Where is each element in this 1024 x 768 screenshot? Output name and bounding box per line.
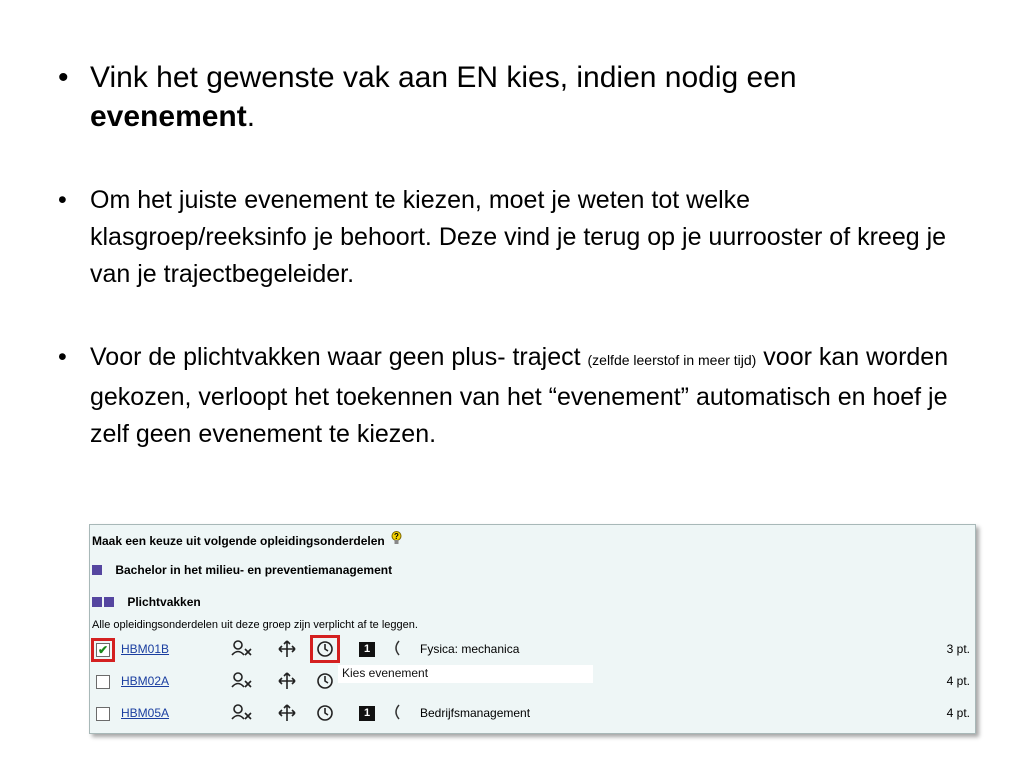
group-note: Alle opleidingsonderdelen uit deze groep zijn verplicht af te leggen. <box>92 619 418 631</box>
bullet-square-icon <box>92 565 102 575</box>
clock-icon[interactable] <box>316 704 334 727</box>
small-note: (zelfde leerstof in meer tijd) <box>587 352 757 368</box>
course-points: 3 pt. <box>946 642 970 656</box>
course-points: 4 pt. <box>946 674 970 688</box>
course-row <box>90 703 975 725</box>
course-row <box>90 666 975 693</box>
svg-text:?: ? <box>393 532 399 541</box>
bullet-1: • Vink het gewenste vak aan EN kies, indien nodig een evenement. <box>58 58 958 136</box>
course-code-link[interactable]: HBM01B <box>121 642 170 656</box>
course-code-link[interactable]: HBM02A <box>121 674 170 688</box>
clock-icon[interactable] <box>316 672 334 695</box>
move-arrows-icon[interactable] <box>277 640 297 663</box>
course-row <box>90 639 975 661</box>
section-plichtvakken: Plichtvakken <box>92 595 201 609</box>
move-arrows-icon[interactable] <box>277 704 297 727</box>
course-points: 4 pt. <box>946 706 970 720</box>
course-checkbox[interactable] <box>96 675 110 689</box>
person-icon[interactable] <box>231 640 253 661</box>
course-code-link[interactable]: HBM05A <box>121 706 170 720</box>
bold-evenement: evenement <box>90 100 247 133</box>
bullet-square-icon <box>104 597 114 607</box>
panel-title: Maak een keuze uit volgende opleidingsonderdelen ? <box>92 531 402 548</box>
bullet-2: • Om het juiste evenement te kiezen, moet je weten tot welke klasgroep/reeksinfo je behoort. Deze vind je terug op je uurrooster of kreeg je van je trajectbegeleider. <box>58 182 958 293</box>
lightbulb-question-icon[interactable] <box>391 531 402 548</box>
count-badge: 1 <box>359 706 375 721</box>
half-moon-icon <box>392 640 402 659</box>
course-checkbox[interactable]: ✔ <box>97 643 109 657</box>
person-icon[interactable] <box>231 704 253 725</box>
count-badge: 1 <box>359 642 375 657</box>
half-moon-icon <box>392 704 402 723</box>
course-checkbox[interactable] <box>96 707 110 721</box>
course-selection-panel <box>89 524 976 734</box>
clock-icon[interactable] <box>316 640 334 663</box>
move-arrows-icon[interactable] <box>277 672 297 695</box>
bullet-square-icon <box>92 597 102 607</box>
person-icon[interactable] <box>231 672 253 693</box>
tooltip-kies-evenement: Kies evenement <box>338 665 593 683</box>
course-name: Fysica: mechanica <box>420 642 520 656</box>
course-name: Bedrijfsmanagement <box>420 706 531 720</box>
bullet-list <box>58 58 958 453</box>
bullet-3: • Voor de plichtvakken waar geen plus- traject (zelfde leerstof in meer tijd) voor kan worden gekozen, verloopt het toekennen van het “evenement” automatisch en hoef je zelf geen evenement te kiezen. <box>58 339 958 453</box>
section-bachelor: Bachelor in het milieu- en preventiemanagement <box>92 563 392 577</box>
